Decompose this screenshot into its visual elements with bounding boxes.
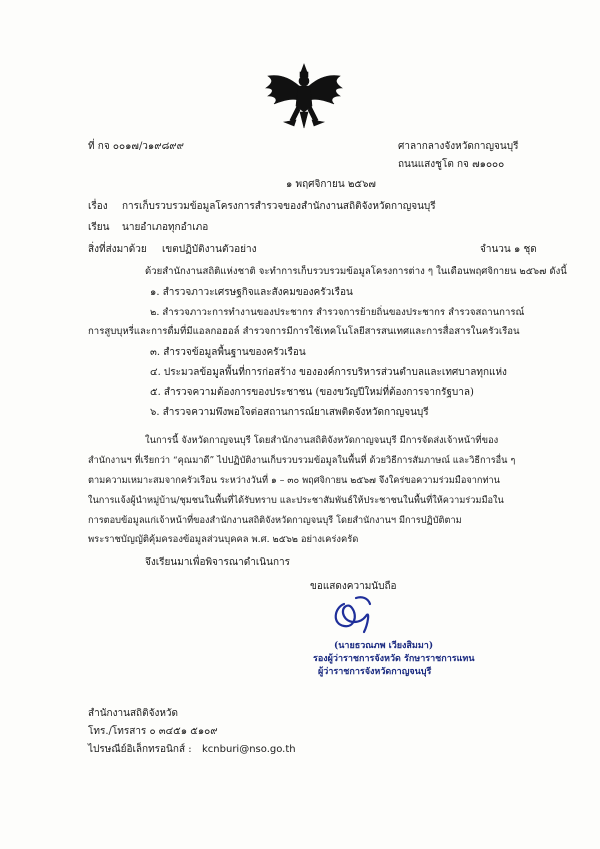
list-item: ๔. ประมวลข้อมูลพื้นที่การก่อสร้าง ขององค์การบริหารส่วนตำบลและเทศบาลทุกแห่ง — [150, 367, 507, 378]
list-item: ๓. สำรวจข้อมูลพื้นฐานของครัวเรือน — [150, 347, 306, 358]
closing-phrase: ขอแสดงความนับถือ — [310, 581, 397, 592]
intro-paragraph: ด้วยสำนักงานสถิติแห่งชาติ จะทำการเก็บรวบรวมข้อมูลโครงการต่าง ๆ ในเดือนพฤศจิกายน ๒๕๖๗ ดังนี้ — [145, 266, 567, 277]
organization-name: ศาลากลางจังหวัดกาญจนบุรี — [398, 141, 519, 152]
subject-text: การเก็บรวบรวมข้อมูลโครงการสำรวจของสำนักงานสถิติจังหวัดกาญจนบุรี — [122, 201, 436, 212]
list-item: ๑. สำรวจภาวะเศรษฐกิจและสังคมของครัวเรือน — [150, 287, 353, 298]
closing-request: จึงเรียนมาเพื่อพิจารณาดำเนินการ — [145, 557, 291, 568]
body-line: พระราชบัญญัติคุ้มครองข้อมูลส่วนบุคคล พ.ศ. ๒๕๖๒ อย่างเคร่งครัด — [88, 534, 359, 545]
list-item-continuation: การสูบบุหรี่และการดื่มที่มีแอลกอฮอล์ สำรวจการมีการใช้เทคโนโลยีสารสนเทศและการสื่อสารในครัวเรือน — [88, 326, 520, 337]
signatory-title: ผู้ว่าราชการจังหวัดกาญจนบุรี — [318, 667, 432, 677]
list-item: ๖. สำรวจความพึงพอใจต่อสถานการณ์ยาเสพติดจังหวัดกาญจนบุรี — [150, 407, 429, 418]
list-item: ๒. สำรวจภาวะการทำงานของประชากร สำรวจการย้ายถิ่นของประชากร สำรวจสถานการณ์ — [150, 307, 525, 318]
to-text: นายอำเภอทุกอำเภอ — [122, 222, 209, 233]
body-line: ในการแจ้งผู้นำหมู่บ้าน/ชุมชนในพื้นที่ได้รับทราบ และประชาสัมพันธ์ให้ประชาชนในพื้นที่ให้ความร่วมมือใน — [88, 495, 504, 506]
enclosure-quantity: จำนวน ๑ ชุด — [480, 244, 537, 255]
enclosure-text: เขตปฏิบัติงานตัวอย่าง — [162, 244, 257, 255]
handwritten-signature — [326, 594, 386, 638]
subject-label: เรื่อง — [88, 201, 108, 212]
footer-phone: โทร./โทรสาร ๐ ๓๔๕๑ ๕๑๐๙ — [88, 726, 218, 737]
garuda-emblem-icon — [262, 62, 346, 132]
body-line: การตอบข้อมูลแก่เจ้าหน้าที่ของสำนักงานสถิติจังหวัดกาญจนบุรี โดยสำนักงานฯ มีการปฏิบัติตาม — [88, 515, 462, 526]
document-number: ที่ กจ ๐๐๑๗/ว๑๙๘๙๙ — [88, 141, 184, 152]
body-line: สำนักงานฯ ที่เรียกว่า “คุณมาดี” ไปปฏิบัติงานเก็บรวบรวมข้อมูลในพื้นที่ ด้วยวิธีการสัมภาษณ์ และวิธีการอื่น ๆ — [88, 455, 516, 466]
document-date: ๑ พฤศจิกายน ๒๕๖๗ — [286, 179, 376, 190]
to-label: เรียน — [88, 222, 110, 233]
footer-office: สำนักงานสถิติจังหวัด — [88, 708, 179, 719]
enclosure-label: สิ่งที่ส่งมาด้วย — [88, 244, 147, 255]
signatory-name: (นายธวณภพ เวียงสิมมา) — [334, 641, 434, 651]
footer-email-link[interactable]: kcnburi@nso.go.th — [202, 744, 296, 755]
signatory-title: รองผู้ว่าราชการจังหวัด รักษาราชการแทน — [313, 654, 475, 664]
body-line: ตามความเหมาะสมจากครัวเรือน ระหว่างวันที่ ๑ – ๓๐ พฤศจิกายน ๒๕๖๗ จึงใคร่ขอความร่วมมือจากท่าน — [88, 475, 500, 486]
body-line: ในการนี้ จังหวัดกาญจนบุรี โดยสำนักงานสถิติจังหวัดกาญจนบุรี มีการจัดส่งเจ้าหน้าที่ของ — [145, 435, 499, 446]
footer-email-label: ไปรษณีย์อิเล็กทรอนิกส์ : — [88, 744, 192, 755]
list-item: ๕. สำรวจความต้องการของประชาชน (ของขวัญปีใหม่ที่ต้องการจากรัฐบาล) — [150, 387, 474, 398]
organization-address: ถนนแสงชูโต กจ ๗๑๐๐๐ — [398, 159, 505, 170]
